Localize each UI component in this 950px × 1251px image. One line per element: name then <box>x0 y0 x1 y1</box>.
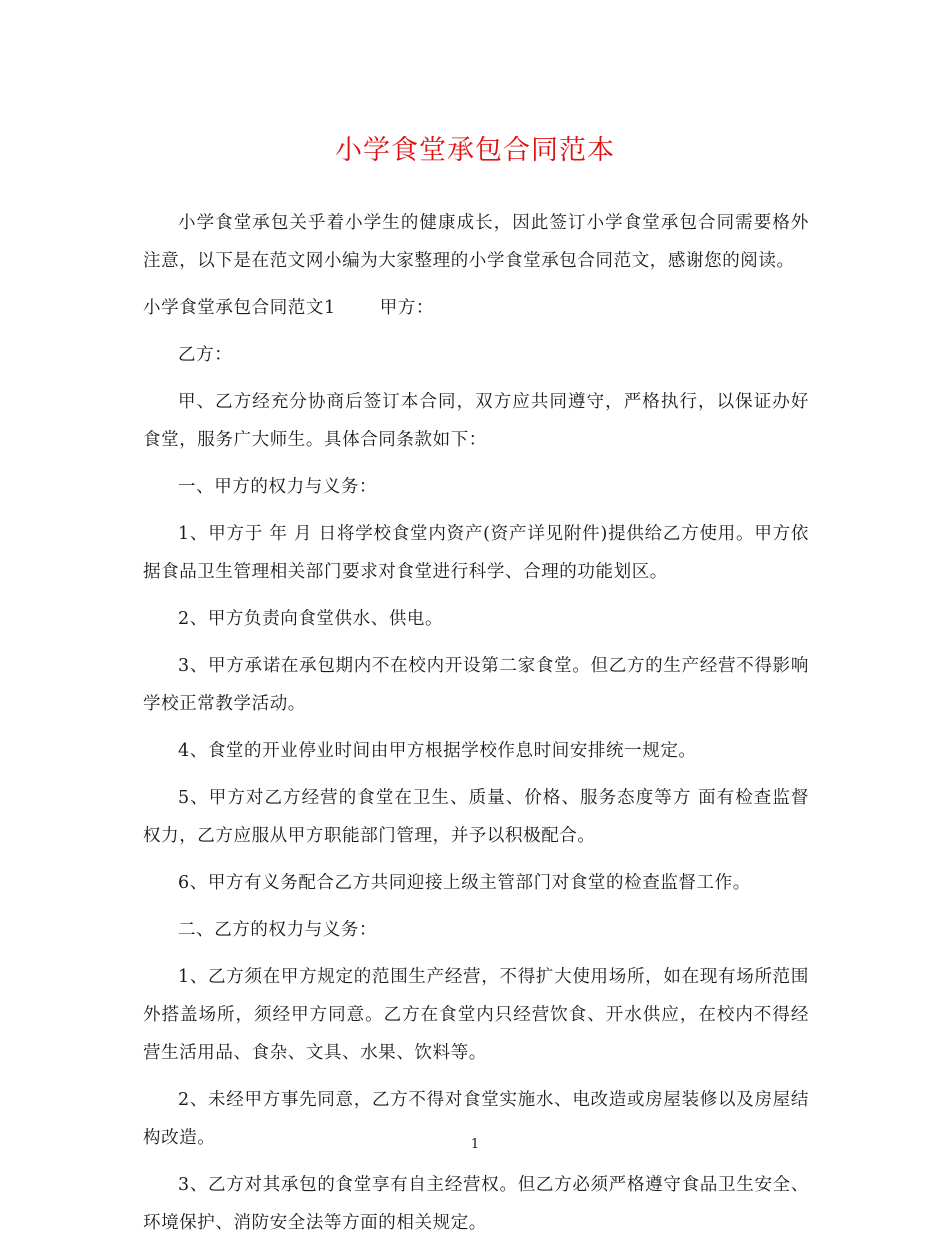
intro-paragraph: 小学食堂承包关乎着小学生的健康成长，因此签订小学食堂承包合同需要格外注意，以下是在范文网小编为大家整理的小学食堂承包合同范文，感谢您的阅读。 <box>143 213 809 271</box>
clause-a-5: 5、甲方对乙方经营的食堂在卫生、质量、价格、服务态度等方 面有检查监督权力，乙方应服从甲方职能部门管理，并予以积极配合。 <box>143 788 809 846</box>
clause-a-6: 6、甲方有义务配合乙方共同迎接上级主管部门对食堂的检查监督工作。 <box>178 873 751 893</box>
document-title: 小学食堂承包合同范本 <box>335 135 615 166</box>
party-a-label: 甲方： <box>379 298 435 318</box>
sample-heading-line <box>143 289 809 327</box>
clause-b-3: 3、乙方对其承包的食堂享有自主经营权。但乙方必须严格遵守食品卫生安全、环境保护、消防安全法等方面的相关规定。 <box>143 1175 809 1233</box>
clause-a-4: 4、食堂的开业停业时间由甲方根据学校作息时间安排统一规定。 <box>178 741 697 761</box>
preamble-paragraph: 甲、乙方经充分协商后签订本合同，双方应共同遵守，严格执行，以保证办好食堂，服务广大师生。具体合同条款如下： <box>143 392 809 450</box>
clause-a-3: 3、甲方承诺在承包期内不在校内开设第二家食堂。但乙方的生产经营不得影响学校正常教学活动。 <box>143 656 809 714</box>
document-body <box>143 204 809 1251</box>
clause-a-2: 2、甲方负责向食堂供水、供电。 <box>178 609 444 629</box>
clause-a-1: 1、甲方于 年 月 日将学校食堂内资产(资产详见附件)提供给乙方使用。甲方依据食品卫生管理相关部门要求对食堂进行科学、合理的功能划区。 <box>143 524 809 582</box>
party-b-label: 乙方： <box>178 345 233 365</box>
clause-b-2: 2、未经甲方事先同意，乙方不得对食堂实施水、电改造或房屋装修以及房屋结构改造。 <box>143 1090 809 1148</box>
page-number: 1 <box>470 1137 480 1152</box>
section-heading-party-a: 一、甲方的权力与义务： <box>178 477 378 497</box>
sample-heading: 小学食堂承包合同范文1 <box>143 298 336 318</box>
clause-b-1: 1、乙方须在甲方规定的范围生产经营，不得扩大使用场所，如在现有场所范围外搭盖场所，须经甲方同意。乙方在食堂内只经营饮食、开水供应，在校内不得经营生活用品、食杂、文具、水果、饮料等。 <box>143 967 809 1063</box>
section-heading-party-b: 二、乙方的权力与义务： <box>178 920 378 940</box>
